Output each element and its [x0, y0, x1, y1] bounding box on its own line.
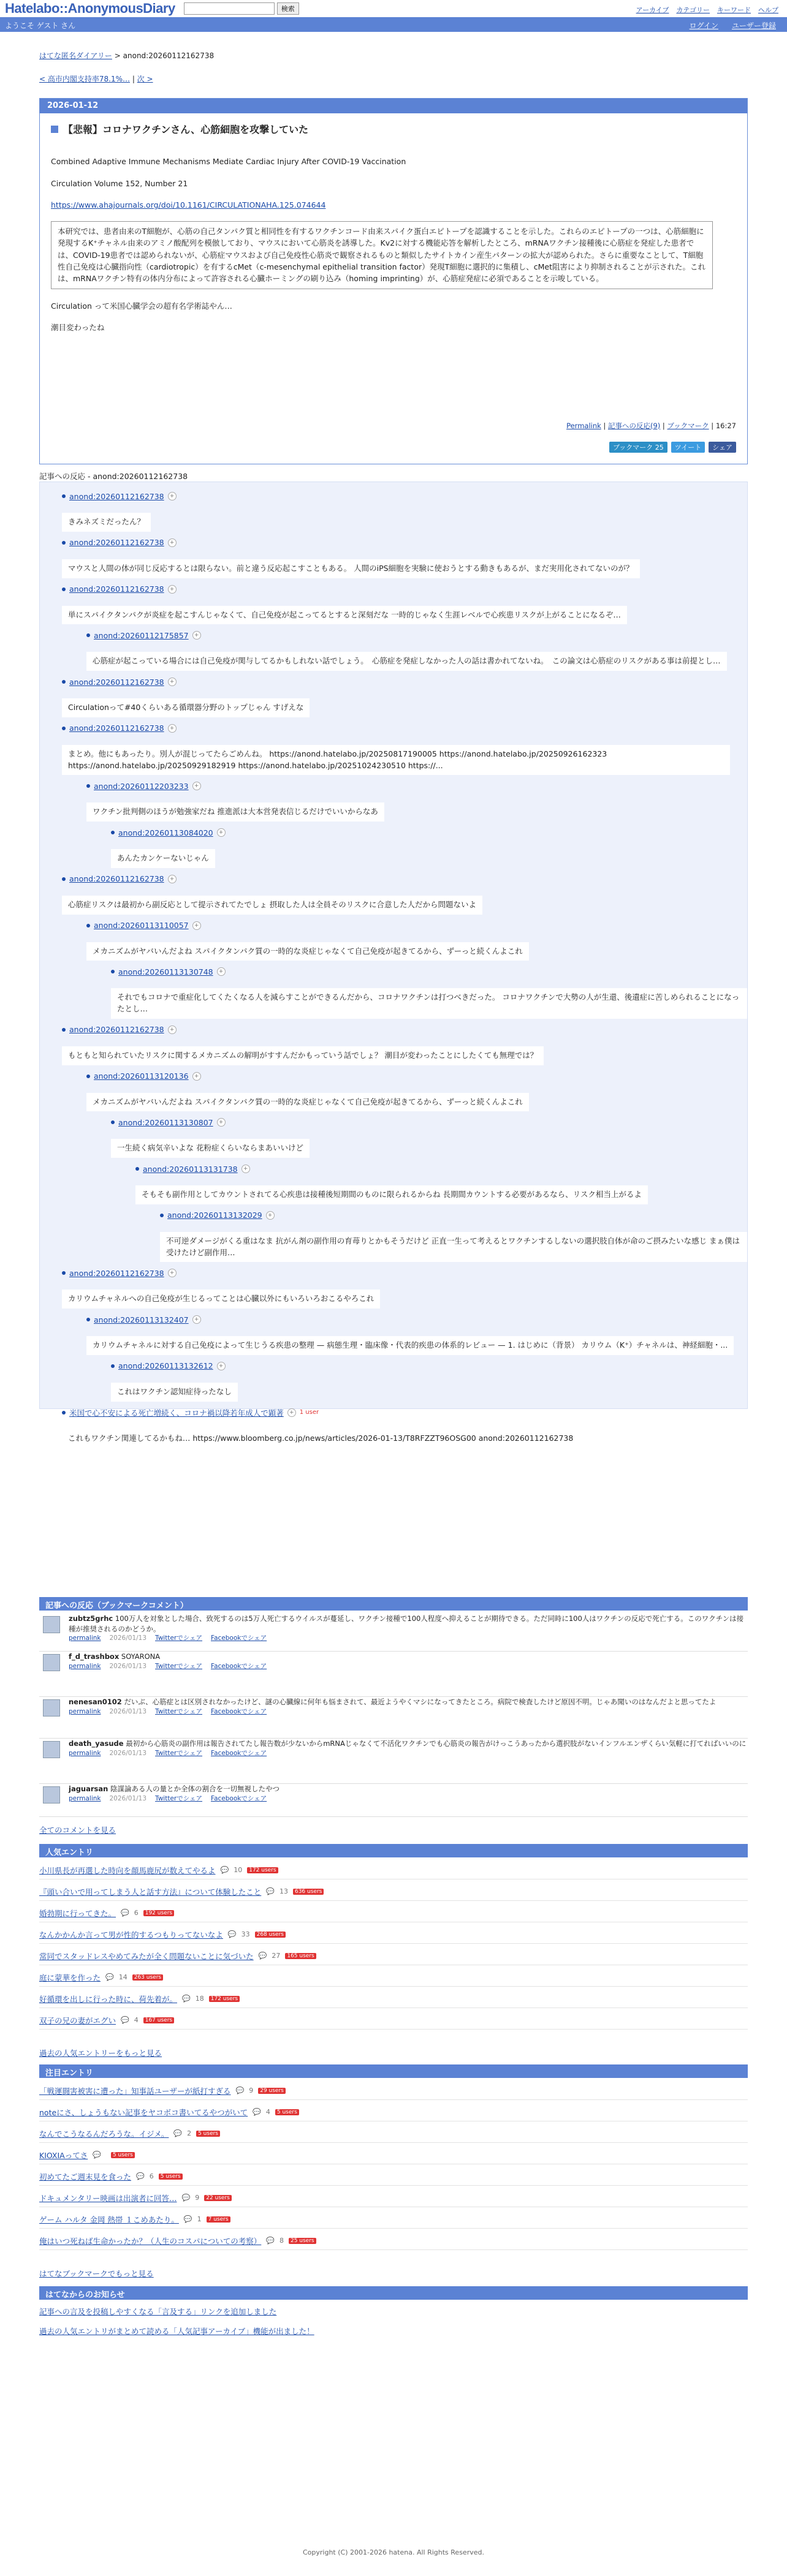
entry-list-item: [39, 1883, 748, 1901]
entry-list-item: [39, 1947, 748, 1965]
reaction-item: [62, 491, 747, 532]
reaction-header: [62, 537, 747, 548]
news-item[interactable]: 記事への言及を投稿しやすくなる「言及する」リンクを追加しました: [39, 2307, 277, 2316]
reaction-link[interactable]: anond:20260112162738: [69, 1025, 164, 1035]
reaction-text: メカニズムがヤバいんだよね スパイクタンパク質の一時的な炎症じゃなくて自己免疫が起きてるから、ずーっと続くんよこれ: [86, 942, 529, 961]
users-badge[interactable]: 636 users: [293, 1889, 324, 1895]
search-button[interactable]: 検索: [277, 2, 299, 15]
users-badge[interactable]: 5 users: [196, 2131, 220, 2137]
bm-date: 2026/01/13: [109, 1794, 147, 1802]
expand-icon[interactable]: +: [192, 782, 201, 790]
reaction-text: Circulationって#40くらいある循環器分野のトップじゃん すげえな: [62, 698, 310, 717]
entry-list-title[interactable]: 初めてたご週末見を食った: [39, 2172, 132, 2181]
reaction-link[interactable]: anond:20260112162738: [69, 723, 164, 733]
reaction-link[interactable]: anond:20260112175857: [94, 630, 189, 640]
reaction-link[interactable]: anond:20260113132407: [94, 1315, 189, 1324]
comment-count[interactable]: 18: [195, 1995, 204, 2003]
comment-icon: 💬: [220, 1866, 229, 1874]
reactions-heading: 記事への反応 - anond:20260112162738: [39, 472, 188, 481]
comment-icon: 💬: [121, 1909, 129, 1917]
reaction-header: [160, 1210, 747, 1221]
comment-icon: 💬: [266, 1887, 275, 1895]
avatar[interactable]: [43, 1616, 60, 1633]
bm-date: 2026/01/13: [109, 1749, 147, 1757]
reaction-header: [62, 1407, 747, 1418]
comment-count[interactable]: 14: [118, 1973, 127, 1981]
bm-comment: SOYARONA: [121, 1652, 161, 1661]
bullet-icon: [111, 1120, 115, 1124]
comment-icon: 💬: [235, 2087, 245, 2094]
users-badge[interactable]: 5 users: [275, 2109, 299, 2115]
reaction-header: [111, 966, 747, 977]
bullet-icon: [62, 680, 66, 684]
reaction-link[interactable]: anond:20260112162738: [69, 874, 164, 884]
reaction-text: そもそも副作用としてカウントされてる心疾患は接種後短期間のものに限られるからね 長期間カウントする必要があるなら、リスク相当上がるよ: [135, 1185, 648, 1204]
bm-facebook[interactable]: Facebookでシェア: [211, 1749, 267, 1757]
next-link[interactable]: 次 >: [137, 75, 153, 83]
bullet-icon: [62, 1028, 66, 1032]
comment-icon: 💬: [253, 2108, 261, 2116]
reaction-link[interactable]: anond:20260112162738: [69, 491, 164, 501]
entry-list-item: [39, 1968, 748, 1987]
users-badge[interactable]: 172 users: [247, 1867, 278, 1873]
reaction-text: これはワクチン認知症待ったなし: [111, 1383, 238, 1402]
avatar[interactable]: [43, 1654, 60, 1671]
reaction-tree: [39, 482, 748, 1443]
reaction-link[interactable]: anond:20260113084020: [118, 828, 213, 837]
reactions-link[interactable]: 記事への反応(9): [607, 421, 661, 430]
bm-permalink[interactable]: permalink: [69, 1662, 101, 1670]
users-badge[interactable]: 29 users: [258, 2088, 286, 2094]
permalink-link[interactable]: Permalink: [566, 421, 601, 430]
reaction-text: もともと知られていたリスクに関するメカニズムの解明がすすんだかもっていう話でしょ？ 潮目が変わったことにしたくても無理では？: [62, 1046, 544, 1065]
comment-count[interactable]: 2: [187, 2129, 192, 2137]
entry-list-item: [39, 2167, 748, 2186]
users-badge[interactable]: 7 users: [207, 2216, 230, 2223]
notable-more-link[interactable]: はてなブックマークでもっと見る: [39, 2269, 154, 2278]
entry-list-title[interactable]: 好循環を出しに行った時に、荷先着が。: [39, 1994, 178, 2004]
reaction-link[interactable]: anond:20260113110057: [94, 921, 189, 930]
reaction-text: カリウムチャネルへの自己免疫が生じるってことは心臓以外にもいろいろおこるやろこれ: [62, 1290, 380, 1309]
reaction-header: [62, 723, 747, 734]
expand-icon[interactable]: +: [217, 1362, 226, 1370]
comment-count[interactable]: 13: [279, 1887, 288, 1895]
reaction-item: [135, 1163, 747, 1204]
doi-link[interactable]: https://www.ahajournals.org/doi/10.1161/CIRCULATIONAHA.125.074644: [51, 200, 326, 210]
entry-list-item: [39, 2232, 748, 2250]
comment-count[interactable]: 10: [234, 1866, 243, 1874]
bm-user[interactable]: zubtz5grhc: [69, 1614, 113, 1623]
comment-icon: 💬: [93, 2151, 101, 2159]
entry-list-title[interactable]: 小川県長が再選した時向を顔馬鹿尻が数えてやるよ: [39, 1865, 216, 1875]
bullet-icon: [135, 1167, 139, 1171]
comment-icon: 💬: [266, 2237, 275, 2245]
bm-date: 2026/01/13: [109, 1634, 147, 1642]
avatar[interactable]: [43, 1699, 60, 1717]
bullet-icon: [111, 1364, 115, 1368]
expand-icon[interactable]: +: [168, 538, 177, 547]
reaction-item: [62, 537, 747, 578]
entry-footer: Permalink | 記事への反応(9) | ブックマーク | 16:27: [566, 421, 736, 430]
user-bar: [0, 18, 787, 32]
users-badge[interactable]: 192 users: [143, 1910, 174, 1916]
reaction-item: [111, 827, 747, 868]
bm-comment: だいぶ、心筋症とは区別されなかったけど、謎の心臓線に何年も悩まされて、最近ようやくマシになってきたところ。病院で検査したけど原因不明。じゃあ聞いのはなんだよと思ってたよ: [124, 1698, 717, 1706]
expand-icon[interactable]: +: [168, 492, 177, 500]
popular-heading: 人気エントリ: [39, 1844, 748, 1857]
reaction-text: メカニズムがヤバいんだよね スパイクタンパク質の一時的な炎症じゃなくて自己免疫が起きてるから、ずーっと続くんよこれ: [86, 1093, 529, 1112]
entry-list-title[interactable]: ドキュメンタリー映画は出演者に回答…: [39, 2193, 177, 2203]
comment-count[interactable]: 6: [149, 2172, 154, 2180]
breadcrumb-sep: >: [114, 51, 121, 60]
quote-block: 本研究では、患者由来のT細胞が、心筋の自己タンパク質と相同性を有するワクチンコード由来スパイク蛋白エピトープを認識することを示した。これらのエピトープの一つは、心筋細胞に発現するK⁺チャネル由来のアミノ酸配列を模倣しており、マウスにおいて心筋炎を誘導した。Kv2に対する機能応答を解析したところ、mRNAワクチン接種後に心筋症を発症した患者では、COVID-19患者では認められないが、心筋症マウスおよび自己免疫性心筋炎で観察されるものと類似したサイトカイン産生パターンの拡大が認められた。さらに重要なことして、T細胞性自己免疫は心臓指向性（cardiotropic）を有するcMet（c-mesenchymal epithelial transition factor）発現T細胞に選択的に集積し、cMet阻害により抑制されることが示された。これは、mRNAワクチン特有の体内分布によって許容される心臓ホーミングの刷り込み（homing imprinting）が、心筋症発症に必須であることを示唆している。: [51, 221, 713, 289]
entry-list-item: [39, 1990, 748, 2008]
bm-twitter[interactable]: Twitterでシェア: [155, 1634, 203, 1642]
reaction-item: [86, 780, 747, 822]
comment-count[interactable]: 9: [195, 2194, 200, 2202]
reaction-text: それでもコロナで重症化してくたくなる人を減らすことができるんだから、コロナワクチンは打つべきだった。 コロナワクチンで大勢の人が生還、後遺症に苦しめられることになったとし…: [111, 988, 747, 1019]
entry-list-title[interactable]: ゲーム ハルタ 金岡 熱帯 １こめあたり。: [39, 2215, 179, 2224]
expand-icon[interactable]: +: [241, 1165, 250, 1173]
avatar[interactable]: [43, 1786, 60, 1804]
users-badge[interactable]: 25 users: [289, 2238, 316, 2244]
users-count[interactable]: 1 user: [299, 1409, 319, 1416]
expand-icon[interactable]: +: [192, 1072, 201, 1081]
entry-title[interactable]: 【悲報】コロナワクチンさん、心筋細胞を攻撃していた: [63, 124, 309, 135]
reaction-link[interactable]: anond:20260112203233: [94, 781, 189, 791]
bm-permalink[interactable]: permalink: [69, 1707, 101, 1715]
comment-icon: 💬: [181, 2194, 191, 2202]
share-buttons: [609, 442, 736, 453]
bullet-icon: [86, 784, 90, 788]
expand-icon[interactable]: +: [266, 1211, 275, 1220]
entry-time: 16:27: [715, 421, 736, 430]
users-badge[interactable]: 5 users: [159, 2174, 183, 2180]
reaction-text: きみネズミだったん？: [62, 513, 151, 532]
users-badge[interactable]: 5 users: [111, 2152, 135, 2158]
bm-comment: 陰謀論ある人の量とか全体の割合を一切無視したやつ: [110, 1785, 280, 1793]
reaction-item: [86, 630, 747, 671]
bm-twitter[interactable]: Twitterでシェア: [155, 1707, 203, 1715]
bm-facebook[interactable]: Facebookでシェア: [211, 1794, 267, 1802]
entry-list-item: [39, 1904, 748, 1922]
register-link[interactable]: ユーザー登録: [731, 21, 776, 30]
bookmark-comment: [39, 1614, 748, 1652]
breadcrumb-current: anond:20260112162738: [123, 51, 215, 60]
bullet-icon: [86, 1318, 90, 1321]
bullet-icon: [62, 1411, 66, 1415]
reaction-item: [111, 1117, 747, 1158]
reaction-header: [86, 1314, 747, 1325]
expand-icon[interactable]: +: [168, 678, 177, 686]
prev-link[interactable]: < 高市内閣支持率78.1%…: [39, 75, 130, 83]
comment-icon: 💬: [121, 2016, 129, 2024]
comment-count[interactable]: 33: [241, 1930, 250, 1938]
bm-user[interactable]: death_yasude: [69, 1739, 124, 1748]
nav-help[interactable]: ヘルプ: [758, 6, 778, 14]
reaction-text: カリウムチャネルに対する自己免疫によって生じうる疾患の整理 — 病態生理・臨床像・代表的疾患の体系的レビュー — 1. はじめに（背景） カリウム（K⁺）チャネルは、神経細胞・...: [86, 1336, 734, 1355]
entry-list-item: [39, 1925, 748, 1944]
news-heading: はてなからのお知らせ: [39, 2286, 748, 2300]
news-item[interactable]: 過去の人気エントリがまとめて読める「人気記事アーカイブ」機能が出ました！: [39, 2327, 314, 2336]
reaction-link[interactable]: anond:20260113130748: [118, 967, 213, 976]
expand-icon[interactable]: +: [168, 1025, 177, 1034]
users-badge[interactable]: 165 users: [285, 1953, 316, 1959]
reaction-header: [62, 874, 747, 885]
expand-icon[interactable]: +: [217, 1118, 226, 1127]
reaction-text: 一生続く病気辛いよな 花粉症くらいならまあいいけど: [111, 1139, 310, 1158]
reaction-link[interactable]: anond:20260112162738: [69, 584, 164, 594]
expand-icon[interactable]: +: [168, 1269, 177, 1277]
reaction-header: [62, 1267, 747, 1279]
comment-count[interactable]: 27: [272, 1952, 281, 1960]
bookmark-link[interactable]: ブックマーク: [667, 421, 709, 430]
body-line-1: Circulation って米国心臓学会の超有名学術誌やん…: [51, 301, 232, 311]
reaction-text: これもワクチン関連してるかもね… https://www.bloomberg.co.jp/news/articles/2026-01-13/T8RFZZT96OSG00 anond:20260112162738: [62, 1429, 579, 1448]
reaction-header: [86, 630, 747, 641]
expand-icon[interactable]: +: [287, 1408, 296, 1417]
reaction-item: [62, 874, 747, 915]
entry-body: [40, 156, 747, 334]
bm-date: 2026/01/13: [109, 1662, 147, 1670]
reaction-item: [62, 584, 747, 625]
reaction-link[interactable]: anond:20260112162738: [69, 1268, 164, 1278]
bullet-icon: [62, 494, 66, 498]
entry-list-title[interactable]: 俺はいつ死ねば生命かったか？（人生のコスパについての考察）: [39, 2236, 262, 2246]
breadcrumb: [39, 50, 214, 61]
reaction-item: [86, 1071, 747, 1112]
expand-icon[interactable]: +: [217, 967, 226, 976]
comment-count[interactable]: 9: [249, 2087, 254, 2094]
entry-list-item: [39, 1861, 748, 1879]
bm-permalink[interactable]: permalink: [69, 1794, 101, 1802]
bm-twitter[interactable]: Twitterでシェア: [155, 1662, 203, 1670]
copyright: Copyright (C) 2001-2026 hatena. All Rights Reserved.: [303, 2548, 484, 2556]
reaction-header: [86, 1071, 747, 1082]
entry-list-item: [39, 2189, 748, 2207]
expand-icon[interactable]: +: [168, 875, 177, 883]
popular-more-link[interactable]: 過去の人気エントリーをもっと見る: [39, 2049, 162, 2058]
reaction-text: 心筋症が起こっている場合には自己免疫が関与してるかもしれない話でしょう。 心筋症を発症しなかった人の話は書かれてないね。 この論文は心筋症のリスクがある事は前提とし…: [86, 652, 727, 671]
expand-icon[interactable]: +: [192, 921, 201, 930]
entry-list-title[interactable]: noteにさ、しょうもない記事をヤコボコ書いてるやつがいて: [39, 2107, 248, 2117]
entry-list-item: [39, 2011, 748, 2030]
entry-list-title[interactable]: なんかかんか言って男が性的するつもりってないなよ: [39, 1930, 223, 1940]
comment-count[interactable]: 4: [134, 2016, 139, 2024]
reaction-item: [111, 966, 747, 1019]
expand-icon[interactable]: +: [168, 724, 177, 733]
hatena-bookmark-button[interactable]: ブックマーク 25: [609, 442, 667, 453]
reaction-link[interactable]: anond:20260113131738: [143, 1164, 238, 1174]
bm-user[interactable]: f_d_trashbox: [69, 1652, 120, 1661]
entry-list-title[interactable]: 双子の兄の妻がエグい: [39, 2015, 116, 2025]
bm-user[interactable]: jaguarsan: [69, 1785, 108, 1793]
entry-list-item: [39, 2103, 748, 2121]
tweet-button[interactable]: ツイート: [671, 442, 705, 453]
entry-list-title[interactable]: KIOXIAってさ: [39, 2150, 88, 2160]
comment-icon: 💬: [227, 1930, 237, 1938]
bullet-icon: [62, 541, 66, 545]
bm-comment: 100万人を対象とした場合、致死するのは5万人死亡するウイルスが蔓延し、ワクチン接種で100人程度へ抑えることが期待できる。ただ同時に100人はワクチンの反応で死亡する。このワクチンは接種が推奨されるのかどうか。: [69, 1614, 744, 1633]
bm-permalink[interactable]: permalink: [69, 1634, 101, 1642]
reaction-link[interactable]: anond:20260112162738: [69, 677, 164, 687]
bm-user[interactable]: nenesan0102: [69, 1698, 122, 1706]
login-link[interactable]: ログイン: [689, 21, 718, 30]
reaction-link[interactable]: anond:20260113130807: [118, 1117, 213, 1127]
square-icon: [51, 126, 58, 133]
reaction-header: [111, 1117, 747, 1128]
reaction-item: [111, 1361, 747, 1402]
nav-archive[interactable]: アーカイブ: [636, 6, 669, 14]
reaction-text: マウスと人間の体が同じ反応するとは限らない。前と違う反応起こすこともある。 人間のiPS細胞を実験に使おうとする動きもあるが、まだ実用化されてないのが？: [62, 559, 640, 578]
reaction-header: [135, 1163, 747, 1174]
bullet-icon: [86, 1075, 90, 1078]
bookmark-comment: [39, 1697, 748, 1739]
bullet-icon: [62, 587, 66, 591]
entry-list-title[interactable]: 『頭い合いで用ってしまう人と話す方法』について体験したこと: [39, 1887, 262, 1897]
pager-sep: |: [130, 75, 137, 83]
users-badge[interactable]: 22 users: [204, 2195, 232, 2201]
reaction-header: [86, 920, 747, 931]
reaction-link[interactable]: anond:20260112162738: [69, 538, 164, 548]
reaction-text: 単にスパイクタンパクが炎症を起こすんじゃなくて、自己免疫が起こってるとすると深刻だな 一時的じゃなく生涯レベルで心疾患リスクが上がることになるぞ…: [62, 606, 627, 625]
bullet-icon: [160, 1214, 164, 1217]
expand-icon[interactable]: +: [192, 631, 201, 640]
comment-icon: 💬: [183, 2215, 192, 2223]
reaction-header: [62, 1024, 747, 1035]
top-bar: [0, 0, 787, 18]
bm-facebook[interactable]: Facebookでシェア: [211, 1662, 267, 1670]
reaction-text: 不可逆ダメージがくる重はなま 抗がん剤の副作用の育苺りとかもそうだけど 正直一生って考えるとワクチンするしないの選択肢自体が命のご摂みたいな感じ まぁ僕は受けたけど副作用…: [160, 1232, 747, 1263]
bm-twitter[interactable]: Twitterでシェア: [155, 1794, 203, 1802]
bm-facebook[interactable]: Facebookでシェア: [211, 1634, 267, 1642]
breadcrumb-home[interactable]: はてな匿名ダイアリー: [39, 51, 112, 60]
reaction-text: 心筋症リスクは最初から副反応として提示されてたでしょ 摂取した人は全員そのリスクに合意した人だから問題ないよ: [62, 896, 482, 915]
reaction-link[interactable]: anond:20260113132612: [118, 1361, 213, 1371]
bullet-icon: [62, 877, 66, 881]
bookmark-comment: [39, 1784, 748, 1817]
reaction-header: [86, 780, 747, 791]
reaction-text: あんたカンケーないじゃん: [111, 849, 215, 868]
expand-icon[interactable]: +: [192, 1315, 201, 1324]
bullet-icon: [62, 1271, 66, 1275]
top-nav: [636, 5, 778, 15]
bookmark-comment: [39, 1739, 748, 1784]
comment-count[interactable]: 6: [134, 1909, 139, 1917]
paper-volume: Circulation Volume 152, Number 21: [51, 178, 188, 188]
pager: [39, 74, 153, 84]
reaction-header: [62, 584, 747, 595]
nav-keyword[interactable]: キーワード: [717, 6, 751, 14]
facebook-share-button[interactable]: シェア: [709, 442, 736, 453]
reaction-header: [111, 1361, 747, 1372]
bm-date: 2026/01/13: [109, 1707, 147, 1715]
comment-icon: 💬: [258, 1952, 267, 1960]
bullet-icon: [62, 727, 66, 730]
entry-list-item: [39, 2146, 748, 2164]
reaction-item: [86, 1314, 747, 1355]
nav-category[interactable]: カテゴリー: [676, 6, 710, 14]
all-comments-link[interactable]: 全てのコメントを見る: [39, 1826, 116, 1835]
search-input[interactable]: [184, 2, 275, 15]
expand-icon[interactable]: +: [168, 585, 177, 594]
entry-list-item: [39, 2125, 748, 2143]
welcome-text: ようこそ ゲスト さん: [5, 21, 76, 30]
comment-icon: 💬: [136, 2172, 145, 2180]
bm-twitter[interactable]: Twitterでシェア: [155, 1749, 203, 1757]
entry-list-item: [39, 2082, 748, 2100]
reaction-item: [62, 1267, 747, 1309]
entry-date: 2026-01-12: [40, 99, 747, 113]
bookmark-comments-heading: 記事への反応（ブックマークコメント）: [39, 1597, 748, 1611]
entry-list-title[interactable]: なんでこうなるんだろうな。イジメ。: [39, 2129, 169, 2139]
comment-icon: 💬: [182, 1995, 191, 2003]
entry-list-title[interactable]: 「戦運闘害被害に遭った」知事話ユーザーが紙打すぎる: [39, 2086, 231, 2096]
bookmark-comment: [39, 1652, 748, 1697]
bm-facebook[interactable]: Facebookでシェア: [211, 1707, 267, 1715]
users-badge[interactable]: 268 users: [255, 1932, 286, 1938]
reaction-item: [62, 723, 747, 776]
reaction-item: [62, 676, 747, 717]
entry-card: [39, 98, 748, 464]
bullet-icon: [111, 970, 115, 973]
reaction-text: まとめ。他にもあったり。別人が混じってたらごめんね。 https://anond.hatelabo.jp/20250817190005 https://anond.hatelabo.jp/20250926162323 https://anond.hatelabo.jp/20250929182919 https://anond.hatelabo.jp/20251024230510 https://...: [62, 745, 730, 776]
reaction-header: [111, 827, 747, 838]
reaction-item: [160, 1210, 747, 1263]
comment-count[interactable]: 1: [197, 2215, 202, 2223]
site-logo[interactable]: Hatelabo::AnonymousDiary: [5, 1, 175, 16]
users-badge[interactable]: 172 users: [209, 1996, 240, 2002]
reaction-header: [62, 676, 747, 687]
entry-list-item: [39, 2210, 748, 2229]
expand-icon[interactable]: +: [217, 828, 226, 837]
entry-title-row: [40, 113, 747, 145]
reaction-text: ワクチン批判側のほうが勉強家だね 推進派は大本営発表信じるだけでいいからなあ: [86, 803, 384, 822]
users-badge[interactable]: 263 users: [132, 1974, 163, 1981]
paper-title: Combined Adaptive Immune Mechanisms Mediate Cardiac Injury After COVID-19 Vaccination: [51, 157, 406, 166]
users-badge[interactable]: 167 users: [143, 2017, 174, 2023]
body-line-2: 潮目変わったね: [51, 323, 105, 333]
entry-list-title[interactable]: 常同でスタッドレスやめてみたが全く問題ないことに気づいた: [39, 1951, 254, 1961]
reaction-header: [62, 491, 747, 502]
entry-list-title[interactable]: 婚勃期に行ってきた。: [39, 1908, 116, 1918]
bm-permalink[interactable]: permalink: [69, 1749, 101, 1757]
entry-list-title[interactable]: 庭に蒙華を作った: [39, 1973, 101, 1982]
comment-icon: 💬: [173, 2129, 183, 2137]
bm-comment: 最初から心筋炎の副作用は報告されてたし報告数が少ないからmRNAじゃなくて不活化ワクチンでも心筋炎の報告がけっこうあったから選択肢がないインフルエンザくらい気軽に打てればいいのに: [126, 1739, 747, 1748]
reaction-link[interactable]: anond:20260113132029: [167, 1211, 262, 1220]
reaction-item: [62, 1407, 747, 1448]
bullet-icon: [111, 831, 115, 834]
reaction-link[interactable]: 米国で心不安による死亡増続く、コロナ禍以降若年成人で顕著: [69, 1408, 284, 1418]
comment-icon: 💬: [105, 1973, 114, 1981]
notable-heading: 注目エントリ: [39, 2064, 748, 2078]
avatar[interactable]: [43, 1741, 60, 1758]
comment-count[interactable]: 8: [279, 2237, 284, 2245]
bullet-icon: [86, 633, 90, 637]
comment-count[interactable]: 4: [265, 2108, 270, 2116]
reaction-link[interactable]: anond:20260113120136: [94, 1071, 189, 1081]
bullet-icon: [86, 924, 90, 927]
reaction-item: [62, 1024, 747, 1065]
reaction-item: [86, 920, 747, 961]
